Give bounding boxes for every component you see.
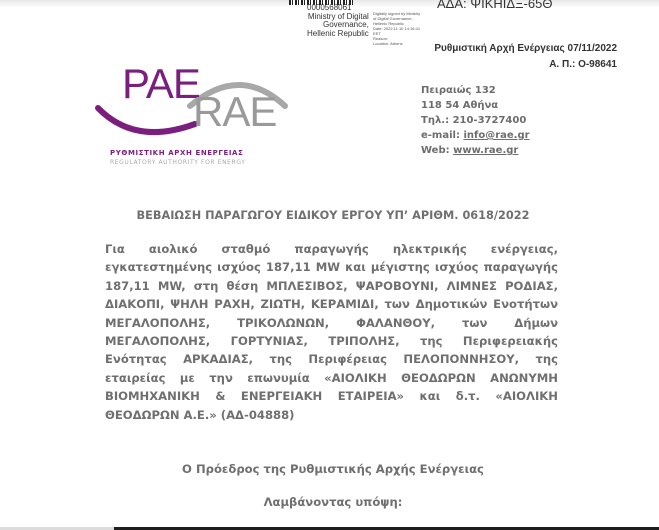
president-line: Ο Πρόεδρος της Ρυθμιστικής Αρχής Ενέργειας — [182, 462, 484, 476]
phone-line — [421, 113, 530, 128]
web-label: Web: — [421, 145, 454, 156]
signature-detail-line: Location: Athens — [373, 41, 403, 46]
logo-greek-mark: ΡΑΕ — [122, 60, 200, 107]
phone-number: 210-3727400 — [452, 115, 527, 126]
authority-date: Ρυθμιστική Αρχή Ενέργειας 07/11/2022 — [434, 43, 617, 54]
address-city: 118 54 Αθήνα — [421, 100, 499, 111]
email-link[interactable]: info@rae.gr — [463, 130, 530, 141]
email-line — [421, 128, 530, 143]
signature-serial: 0000568061 — [307, 3, 352, 12]
rae-logo — [90, 60, 300, 166]
logo-subtitle-english: REGULATORY AUTHORITY FOR ENERGY — [110, 159, 246, 166]
signature-detail-line: Reason: — [373, 36, 388, 41]
phone-label: Τηλ.: — [421, 115, 453, 126]
address-street: Πειραιώς 132 — [421, 85, 496, 96]
signature-details — [373, 11, 420, 46]
logo-subtitle-greek: ΡΥΘΜΙΣΤΙΚΗ ΑΡΧΗ ΕΝΕΡΓΕΙΑΣ — [110, 149, 244, 157]
signature-detail-line: Digitally signed by Ministry — [373, 11, 421, 16]
ada-code: ΑΔΑ: ΨΙΚΗΙΔΞ-65Θ — [437, 0, 553, 11]
signature-detail-line: of Digital Governance, — [373, 16, 413, 21]
signer-line: Ministry of Digital — [307, 11, 369, 21]
considering-line: Λαμβάνοντας υπόψη: — [263, 495, 403, 509]
protocol-block — [434, 41, 617, 73]
digital-signature-block — [307, 4, 369, 38]
signer-line: Governance, — [323, 20, 369, 29]
signer-line: Hellenic Republic — [307, 28, 369, 38]
email-label: e-mail: — [421, 130, 464, 141]
web-line — [421, 143, 530, 158]
document-title: ΒΕΒΑΙΩΣΗ ΠΑΡΑΓΩΓΟΥ ΕΙΔΙΚΟΥ ΕΡΓΟΥ ΥΠ’ ΑΡΙΘΜ. 0618/2022 — [136, 209, 530, 222]
protocol-number: Α. Π.: Ο-98641 — [549, 59, 617, 70]
signature-detail-line: EET — [373, 31, 381, 36]
logo-latin-mark: RAE — [193, 88, 277, 135]
signature-detail-line: Hellenic Republic — [373, 21, 404, 26]
document-body: Για αιολικό σταθμό παραγωγής ηλεκτρικής ενέργειας, εγκατεστημένης ισχύος 187,11 MW και μέγιστης ισχύος παραγωγής 187,11 MW, στη θέση ΜΠΛΕΣΙΒΟΣ, ΨΑΡΟΒΟΥΝΙ, ΛΙΜΝΕΣ ΡΟΔΙΑΣ, ΔΙΑΚΟΠΙ, ΨΗΛΗ ΡΑΧΗ, ΖΙΩΤΗ, ΚΕΡΑΜΙΔΙ, των Δημοτικών Ενοτήτων ΜΕΓΑΛΟΠΟΛΗΣ, ΤΡΙΚΟΛΩΝΩΝ, ΦΑΛΑΝΘΟΥ, των Δήμων ΜΕΓΑΛΟΠΟΛΗΣ, ΓΟΡΤΥΝΙΑΣ, ΤΡΙΠΟΛΗΣ, της Περιφερειακής Ενότητας ΑΡΚΑΔΙΑΣ, της Περιφέρειας ΠΕΛΟΠΟΝΝΗΣΟΥ, της εταιρείας με την επωνυμία «ΑΙΟΛΙΚΗ ΘΕΟΔΩΡΩΝ ΑΝΩΝΥΜΗ ΒΙΟΜΗΧΑΝΙΚΗ & ΕΝΕΡΓΕΙΑΚΗ ΕΤΑΙΡΕΙΑ» και δ.τ. «ΑΙΟΛΙΚΗ ΘΕΟΔΩΡΩΝ Α.Ε.» (ΑΔ-04888) — [105, 242, 558, 422]
contact-block — [421, 83, 530, 158]
web-link[interactable]: www.rae.gr — [453, 145, 519, 156]
signature-detail-line: Date: 2022.11.10 14:16:41 — [373, 26, 421, 31]
